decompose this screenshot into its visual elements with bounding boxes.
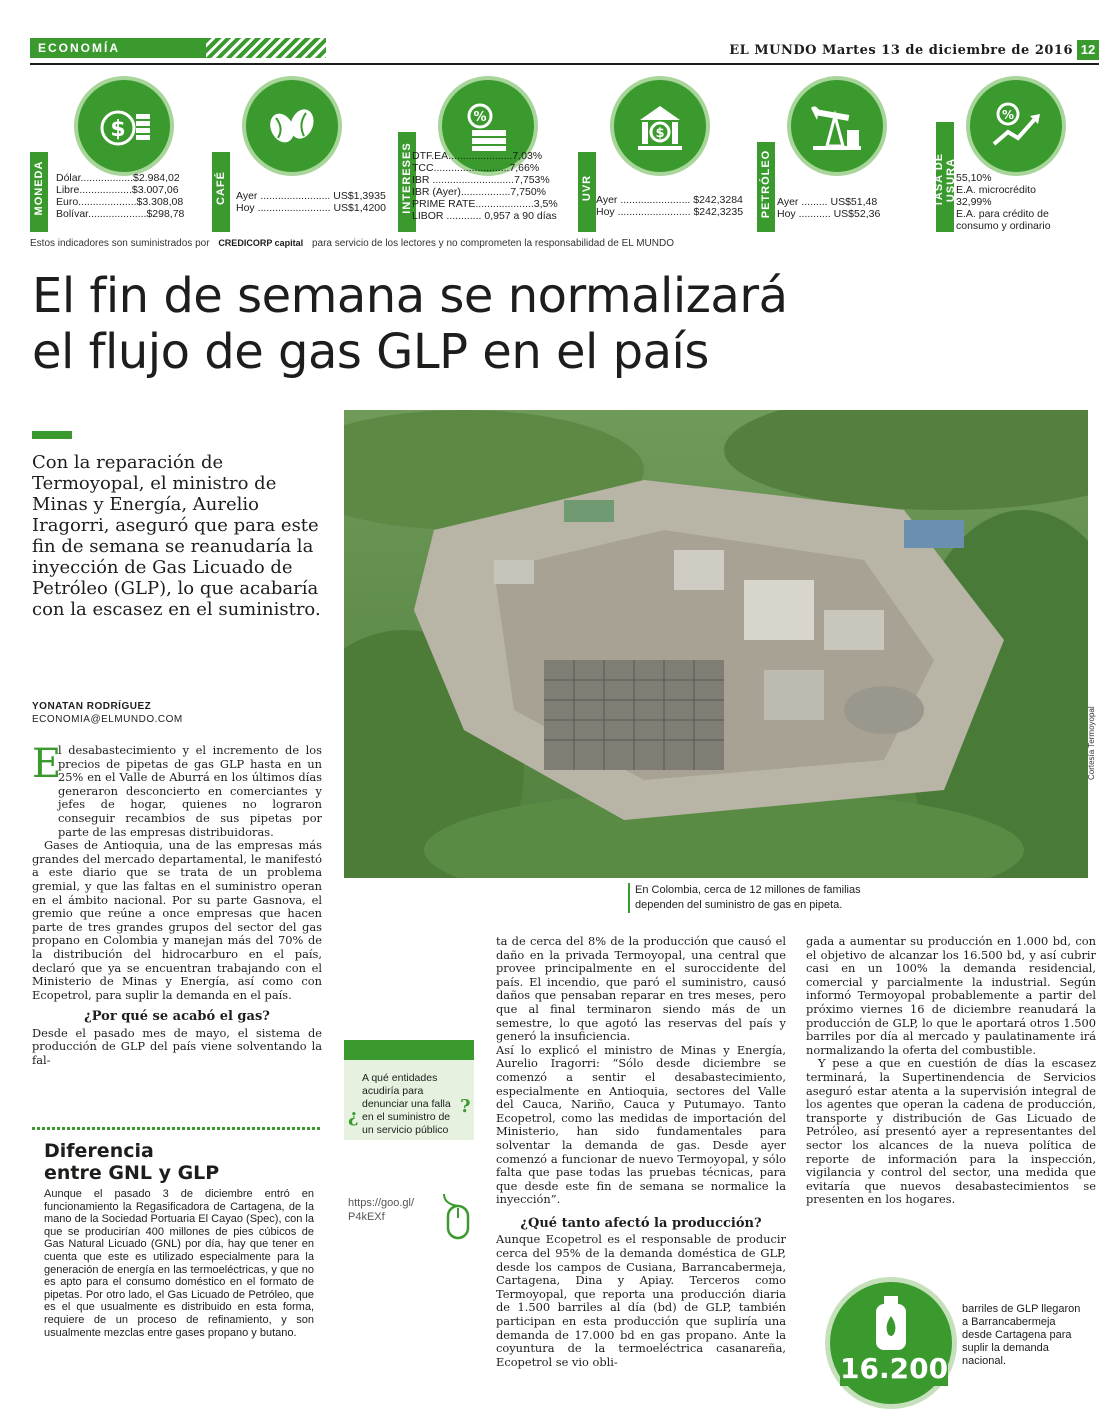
paragraph: ta de cerca del 8% de la producción que causó el daño en la privada Termoyopal, una central que provee principalmente en el suroccidente del país. El incendio, que paró el suministro, causó daños que pensaban reparar en tres meses, pero que al final terminaron siendo más de un semestre, lo que agotó las reservas del país y generó la insuficiencia. xyxy=(496,934,786,1044)
oil-pump-icon xyxy=(791,80,883,172)
mouse-icon xyxy=(440,1190,476,1254)
lead-paragraph: Con la reparación de Termoyopal, el ministro de Minas y Energía, Aurelio Iragorri, aseguró que para este fin de semana se reanudaría la inyección de Gas Licuado de Petróleo (GLP), lo que acabaría con la escasez en el suministro. xyxy=(32,452,321,620)
indicator-rows: Dólar..................$2.984,02 Libre..................$3.007,06 Euro....................$3.308,08 Bolívar....................$298,78 xyxy=(56,172,185,220)
indicator-rows: DTF.EA......................7,03% TCC..........................7,66% IBR ............................7,753% IBR (Ayer).................7,750% PRIME RATE....................3,5% LIBOR ............ 0,957 a 90 días xyxy=(412,150,558,222)
paragraph: Gases de Antioquia, una de las empresas más grandes del mercado departamental, le manifestó a este diario que se trata de un problema gremial, y que las faltas en el suministro operan en el ámbito nacional. Por su parte Gasnova, el gremio que reúne a once empresas que hacen parte de tres grandes grupos del sector del gas propano en Colombia y manejan más del 70% de la distribución del hidrocarburo en el país, declaró que ya se encuentran trabajando con el Ministerio de Minas y Energía, así como con Ecopetrol, para suplir la demanda en el país. xyxy=(32,838,322,1002)
indicator-rows: 55,10% E.A. microcrédito 32,99% E.A. para crédito de consumo y ordinario xyxy=(956,172,1051,232)
article-column-1 xyxy=(32,741,322,1068)
coffee-beans-icon xyxy=(246,80,338,172)
building-coin-icon xyxy=(614,80,706,172)
svg-text:%: % xyxy=(473,110,487,125)
indicator-uvr xyxy=(578,80,758,240)
indicator-label: TASA DE USURA xyxy=(936,122,954,232)
indicator-label: CAFÉ xyxy=(212,152,230,232)
stat-text: barriles de GLP llegaron a Barrancabermeja desde Cartagena para suplir la demanda nacional. xyxy=(962,1303,1081,1367)
indicator-usura xyxy=(933,80,1101,240)
indicator-label: PETRÓLEO xyxy=(757,142,775,232)
paragraph: Y pese a que en cuestión de días la escasez terminará, la Supertinendencia de Servicios aseguró estar atenta a la supervisión integral de los agentes que operan la cadena de producción, transporte y distribución de Gas Licuado de Petróleo, así presentó ayer a representantes del sector los alcances de la nueva política de reporte de información para la inspección, vigilancia y control del sector, una medida que evitaría que nuevos desabastecimientos se presenten en los hogares. xyxy=(806,1056,1096,1207)
dollar-coins-icon xyxy=(78,80,170,172)
lead-marker xyxy=(32,431,72,439)
section-label: ECONOMÍA xyxy=(38,41,120,55)
byline-author: YONATAN RODRÍGUEZ xyxy=(32,701,152,712)
subhead: ¿Qué tanto afectó la producción? xyxy=(520,1215,762,1231)
article-column-2 xyxy=(496,935,786,1369)
photo-caption: En Colombia, cerca de 12 millones de familias dependen del suministro de gas en pipeta. xyxy=(628,883,895,913)
paragraph: l desabastecimiento y el incremento de los precios de pipetas de gas GLP hasta en un 25% en el Valle de Aburrá en los últimos días generaron desconcierto en comerciantes y jefes de hogar, quienes no lograron conseguir recambios de sus pipetas por parte de las empresas distribuidoras. xyxy=(58,743,322,839)
svg-text:%: % xyxy=(1001,108,1015,122)
question-mark-icon: ? xyxy=(460,1096,471,1117)
photo-credit: Cortesía Termoyopal xyxy=(1087,706,1096,780)
sidebar-marker xyxy=(32,1127,322,1130)
stat-number: 16.200 xyxy=(840,1352,949,1385)
question-text: A qué entidades acudiría para denunciar una falla en el suministro de un servicio público xyxy=(362,1072,451,1136)
sidebar-title: Diferencia entre GNL y GLP xyxy=(44,1140,220,1184)
question-box xyxy=(344,1040,474,1140)
article-photo xyxy=(344,410,1088,878)
sidebar-body: Aunque el pasado 3 de diciembre entró en funcionamiento la Regasificadora de Cartagena, de la mano de la Sociedad Portuaria El Cayao (Spec), con la que se producirían 400 millones de pies cúbicos de Gas Natural Licuado (GNL) por día, hay que tener en cuenta que este es utilizado especialmente para la generación de energía en las termoeléctricas, y que no es apto para el consumo doméstico en el formato de pipetas. Por otro lado, el Gas Licuado de Petróleo, que es el que usualmente es distribuido en esta forma, requiere de un proceso de refinamiento, y son usualmente mezclas entre gases propano y butano. xyxy=(44,1188,314,1339)
question-link[interactable]: https://goo.gl/ P4kEXf xyxy=(348,1197,415,1223)
percent-growth-icon xyxy=(970,80,1062,172)
question-mark-icon: ¿ xyxy=(348,1106,359,1127)
indicator-rows: Ayer ........................ US$1,3935 Hoy ......................... US$1,4200 xyxy=(236,190,386,214)
byline-email: ECONOMIA@ELMUNDO.COM xyxy=(32,714,183,725)
question-box-bar xyxy=(344,1040,474,1060)
indicator-cafe xyxy=(212,80,392,240)
top-rule xyxy=(30,63,1099,65)
paragraph: gada a aumentar su producción en 1.000 bd, con el objetivo de alcanzar los 16.500 bd, y así cubrir casi en un 100% la demanda residencial, comercial y parcialmente la industrial. Según informó Termoyopal probablemente a partir del próximo viernes 16 de diciembre reanudará la producción de GLP, lo que le aportará otros 1.500 barriles por día al mercado y paulatinamente irá normalizando la oferta del combustible. xyxy=(806,934,1096,1057)
indicator-label: UVR xyxy=(578,152,596,232)
article-column-3 xyxy=(806,935,1096,1207)
page-number: 12 xyxy=(1077,40,1099,60)
indicator-intereses xyxy=(398,80,578,240)
credicorp-logo: CREDICORP capital xyxy=(218,238,304,248)
section-bar-hatch xyxy=(206,38,326,58)
paragraph: Desde el pasado mes de mayo, el sistema de producción de GLP del país viene solventando la fal- xyxy=(32,1025,322,1068)
indicator-label: INTERESES xyxy=(398,132,416,232)
svg-text:$: $ xyxy=(110,117,126,142)
subhead: ¿Por qué se acabó el gas? xyxy=(84,1009,270,1025)
headline: El fin de semana se normalizará el flujo de gas GLP en el país xyxy=(32,268,788,380)
indicators-credit: Estos indicadores son suministrados por CREDICORP capital para servicio de los lectores y no comprometen la responsabilidad de EL MUNDO xyxy=(30,238,674,249)
indicator-petroleo xyxy=(757,80,937,240)
indicator-rows: Ayer ......... US$51,48 Hoy ........... US$52,36 xyxy=(777,196,881,220)
svg-text:$: $ xyxy=(655,126,665,141)
drop-cap: E xyxy=(32,741,62,787)
paragraph: Así lo explicó el ministro de Minas y Energía, Aurelio Iragorri: “Sólo desde diciembre se comenzó a sentir el desabastecimiento, especialmente en Antioquia, sectores del Valle del Cauca, Nariño, Cauca y Putumayo. Tanto Ecopetrol, como las medidas de importación del Ministerio, han sido fundamentales para solventar la demanda de gas. Desde ayer comenzó a funcionar de nuevo Termoyopal, y sólo falta que pase todas las pruebas técnicas, para que desde este fin de semana se normalice la inyección”. xyxy=(496,1042,786,1207)
indicator-rows: Ayer ........................ $242,3284 Hoy ......................... $242,3235 xyxy=(596,194,744,218)
section-bar xyxy=(30,38,326,58)
indicator-moneda xyxy=(30,80,210,240)
masthead: EL MUNDO Martes 13 de diciembre de 2016 xyxy=(729,43,1073,58)
paragraph: Aunque Ecopetrol es el responsable de producir cerca del 95% de la demanda doméstica de GLP, desde los campos de Cusiana, Barrancabermeja, Cartagena, Dina y Apiay. Terceros como Termoyopal, que reporta una producción diaria de 1.500 barriles al día (bd) de GLP, también participan en esta producción que supliría una demanda de 17.000 bd en gas propano. Ante la coyuntura de la termoeléctrica casanareña, Ecopetrol se vio obli- xyxy=(496,1232,786,1369)
indicator-label: MONEDA xyxy=(30,152,48,232)
